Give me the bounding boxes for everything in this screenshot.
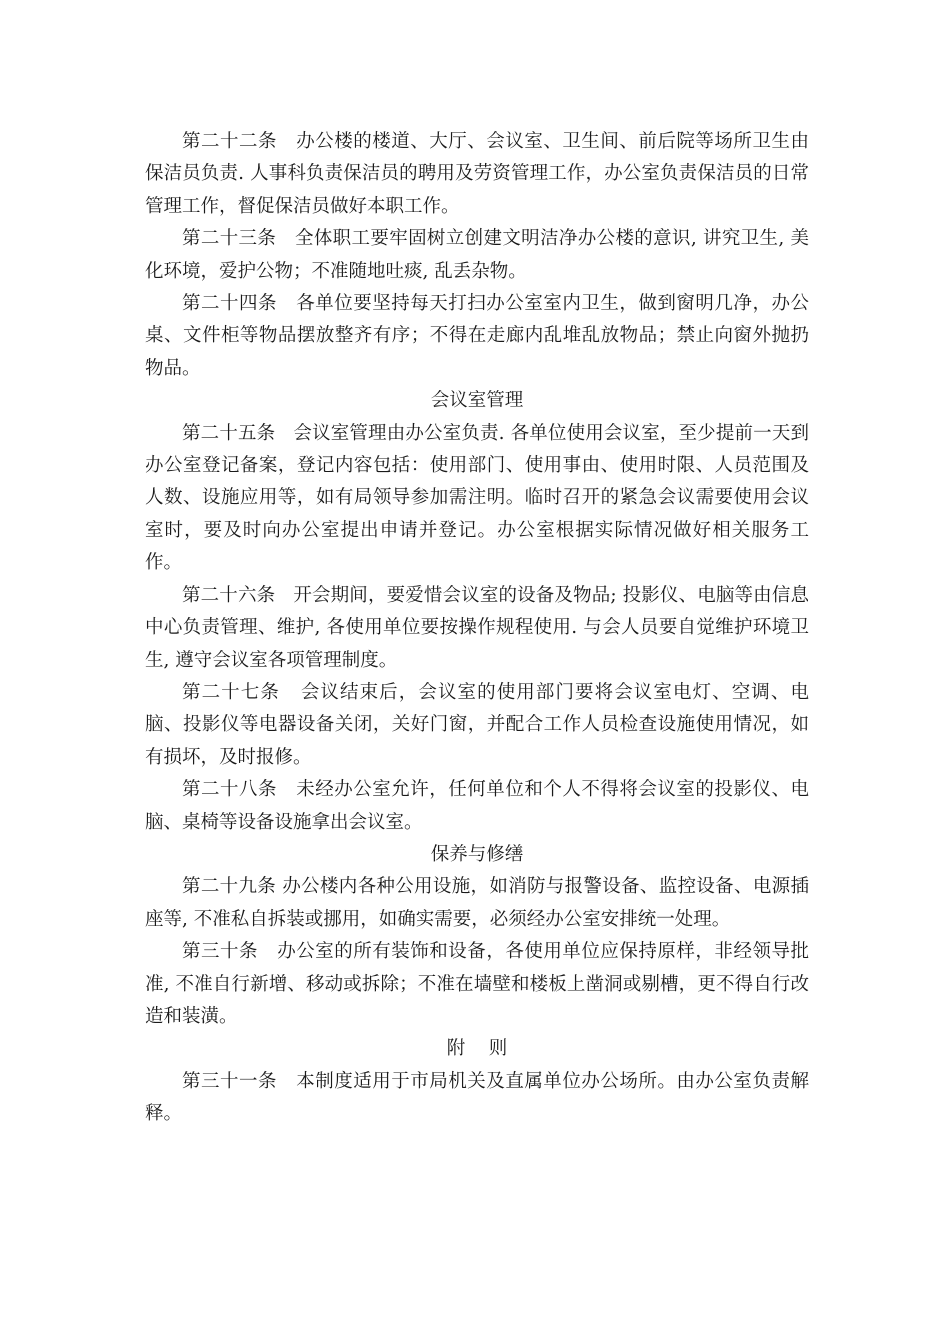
article-label: 第二十五条 — [182, 422, 276, 444]
article-text: 办公楼内各种公用设施，如消防与报警设备、监控设备、电源插座等, 不准私自拆装或挪用，如确实需要，必须经办公室安排统一处理。 — [145, 876, 809, 930]
article-text: 未经办公室允许，任何单位和个人不得将会议室的投影仪、电脑、桌椅等设备设施拿出会议室。 — [145, 779, 809, 833]
article-text: 全体职工要牢固树立创建文明洁净办公楼的意识, 讲究卫生, 美化环境，爱护公物；不准随地吐痰, 乱丢杂物。 — [145, 228, 809, 282]
article-text: 会议结束后，会议室的使用部门要将会议室电灯、空调、电脑、投影仪等电器设备关闭，关好门窗，并配合工作人员检查设施使用情况，如有损坏，及时报修。 — [145, 681, 809, 768]
article-31 — [145, 1066, 809, 1131]
article-25 — [145, 418, 809, 580]
article-22 — [145, 126, 809, 223]
section-heading-meeting-room: 会议室管理 — [430, 390, 524, 412]
article-label: 第二十二条 — [182, 131, 278, 152]
article-label: 第二十八条 — [182, 779, 278, 801]
article-29 — [145, 871, 809, 936]
article-text: 会议室管理由办公室负责. 各单位使用会议室，至少提前一天到办公室登记备案，登记内容包括：使用部门、使用事由、使用时限、人员范围及人数、设施应用等，如有局领导参加需注明。临时召开的紧急会议需要使用会议室时，要及时向办公室提出申请并登记。办公室根据实际情况做好相关服务工作。 — [145, 422, 809, 574]
article-label: 第二十四条 — [182, 293, 278, 315]
section-heading-maintenance: 保养与修缮 — [430, 843, 524, 865]
article-text: 办公楼的楼道、大厅、会议室、卫生间、前后院等场所卫生由保洁员负责. 人事科负责保洁员的聘用及劳资管理工作，办公室负责保洁员的日常管理工作，督促保洁员做好本职工作。 — [145, 131, 809, 217]
article-28 — [145, 774, 809, 839]
article-26 — [145, 580, 809, 677]
article-label: 第二十七条 — [182, 681, 280, 703]
article-label: 第三十条 — [182, 941, 259, 963]
article-label: 第二十三条 — [182, 228, 277, 250]
article-label: 第二十六条 — [182, 584, 276, 606]
article-27 — [145, 677, 809, 774]
article-23 — [145, 223, 809, 288]
article-label: 第三十一条 — [182, 1070, 278, 1092]
article-text: 各单位要坚持每天打扫办公室室内卫生，做到窗明几净，办公桌、文件柜等物品摆放整齐有序；不得在走廊内乱堆乱放物品；禁止向窗外抛扔物品。 — [145, 293, 809, 379]
article-text: 开会期间，要爱惜会议室的设备及物品; 投影仪、电脑等由信息中心负责管理、维护, 各使用单位要按操作规程使用. 与会人员要自觉维护环境卫生, 遵守会议室各项管理制度。 — [145, 584, 809, 671]
document-body — [145, 126, 809, 1131]
article-text: 办公室的所有装饰和设备，各使用单位应保持原样，非经领导批准, 不准自行新增、移动或拆除；不准在墙壁和楼板上凿洞或剔槽，更不得自行改造和装潢。 — [145, 941, 809, 1027]
article-24 — [145, 288, 809, 385]
section-heading-supplementary: 附 则 — [446, 1038, 508, 1060]
article-label: 第二十九条 — [182, 876, 277, 898]
article-30 — [145, 936, 809, 1033]
article-text: 本制度适用于市局机关及直属单位办公场所。由办公室负责解释。 — [145, 1070, 809, 1125]
